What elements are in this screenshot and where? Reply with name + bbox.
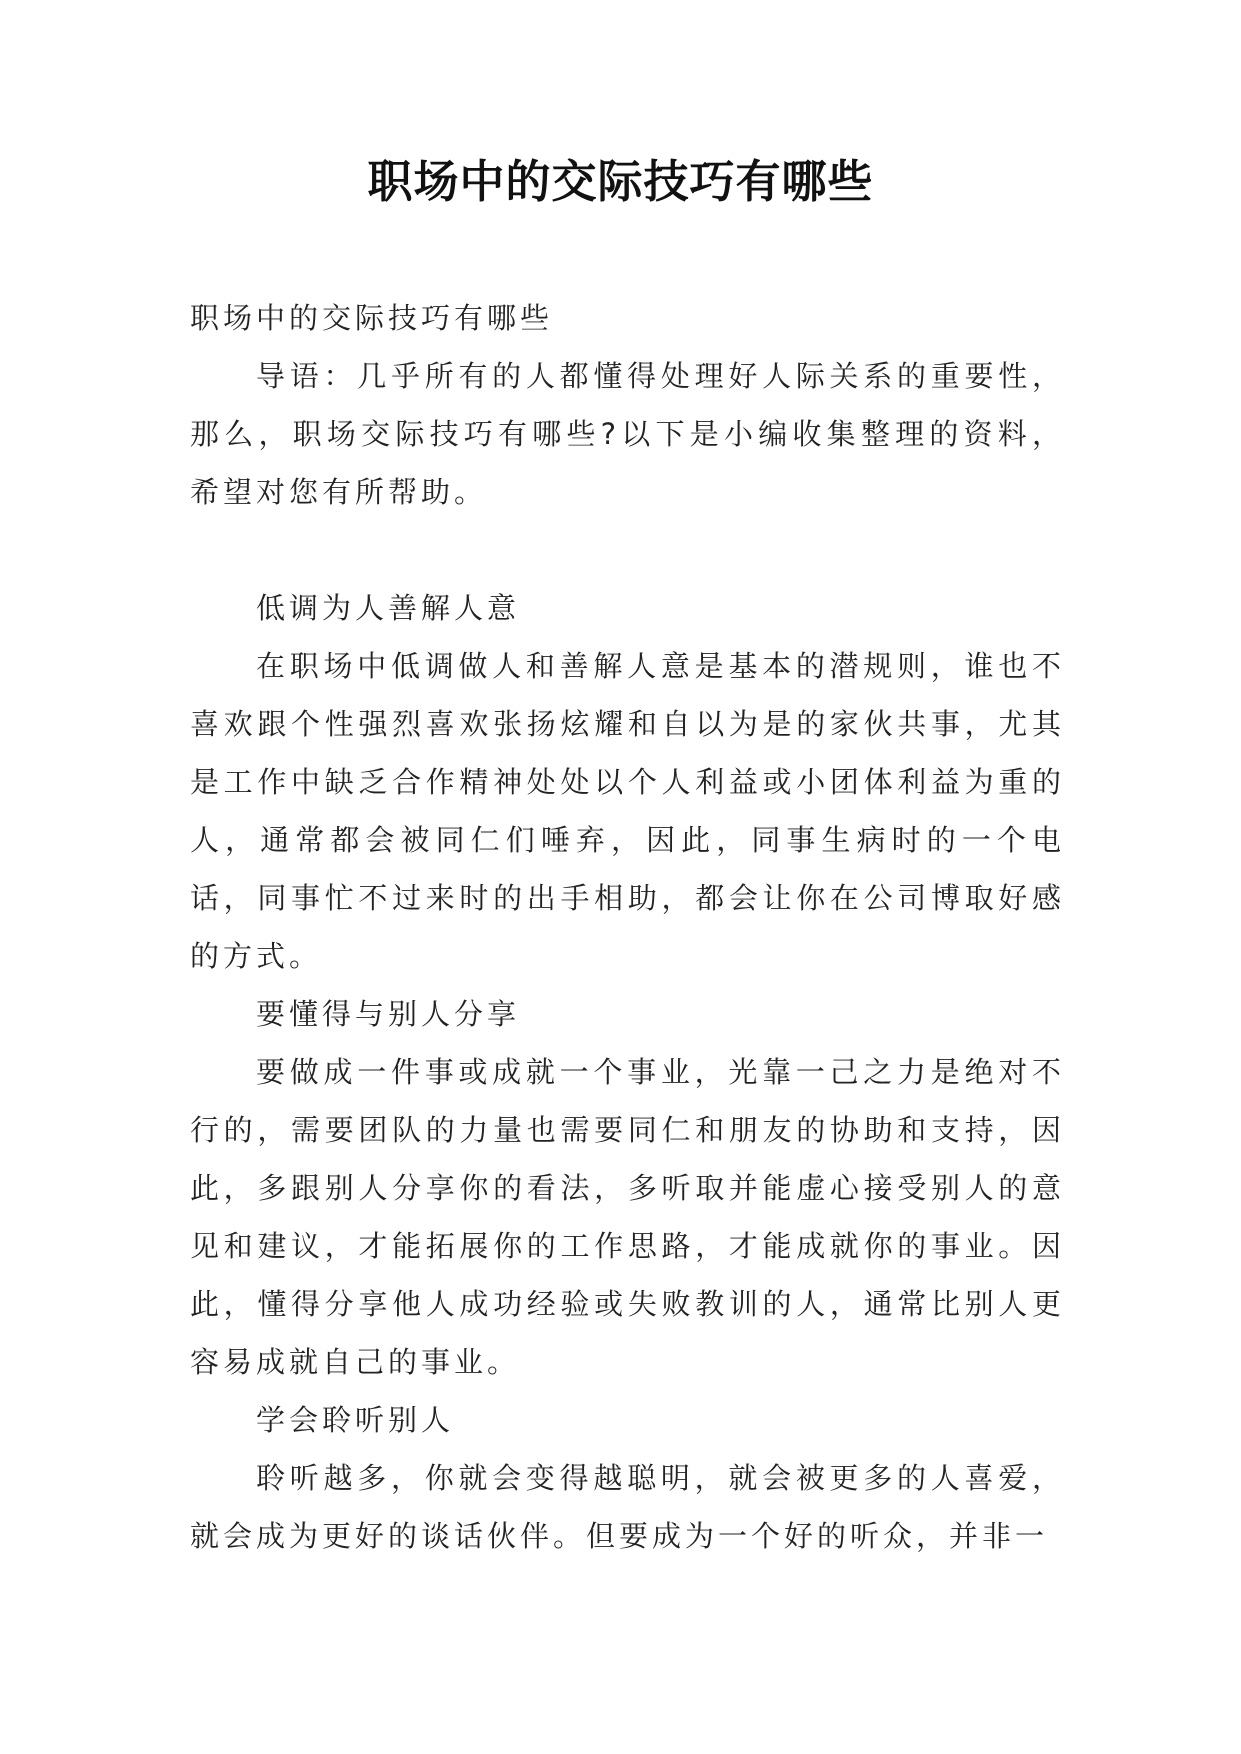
document-subtitle: 职场中的交际技巧有哪些 [190, 301, 554, 335]
section-heading-low-profile: 低调为人善解人意 [256, 591, 521, 625]
section-paragraph-low-profile: 在职场中低调做人和善解人意是基本的潜规则，谁也不喜欢跟个性强烈喜欢张扬炫耀和自以为是的家伙共事，尤其是工作中缺乏合作精神处处以个人利益或小团体利益为重的人，通常都会被同仁们唾弃，因此，同事生病时的一个电话，同事忙不过来时的出手相助，都会让你在公司博取好感的方式。 [190, 649, 1065, 973]
paragraph-spacer [190, 521, 1065, 579]
intro-paragraph: 导语：几乎所有的人都懂得处理好人际关系的重要性，那么，职场交际技巧有哪些?以下是小编收集整理的资料，希望对您有所帮助。 [190, 359, 1065, 509]
section-paragraph-listening: 聆听越多，你就会变得越聪明，就会被更多的人喜爱，就会成为更好的谈话伙伴。但要成为一个好的听众，并非一 [190, 1461, 1065, 1553]
section-heading-sharing: 要懂得与别人分享 [256, 997, 521, 1031]
document-body [190, 289, 1065, 1565]
section-heading-listening: 学会聆听别人 [256, 1403, 455, 1437]
section-paragraph-sharing: 要做成一件事或成就一个事业，光靠一己之力是绝对不行的，需要团队的力量也需要同仁和朋友的协助和支持，因此，多跟别人分享你的看法，多听取并能虚心接受别人的意见和建议，才能拓展你的工作思路，才能成就你的事业。因此，懂得分享他人成功经验或失败教训的人，通常比别人更容易成就自己的事业。 [190, 1055, 1065, 1379]
document-title: 职场中的交际技巧有哪些 [367, 155, 874, 208]
